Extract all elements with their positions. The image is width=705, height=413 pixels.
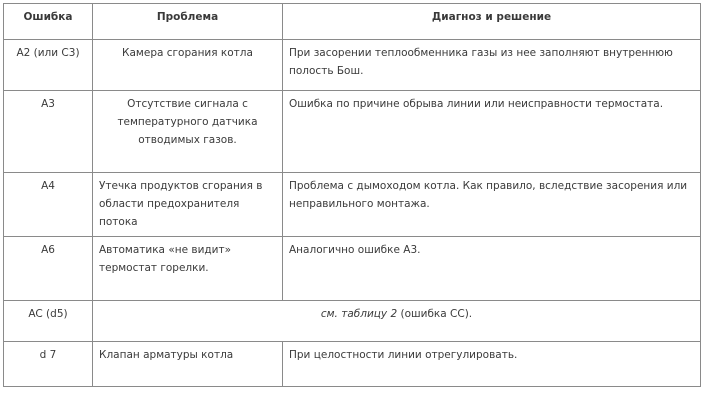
problem-cell: Клапан арматуры котла xyxy=(93,342,283,387)
diagnosis-cell: При засорении теплообменника газы из нее заполняют внутреннюю полость Бош. xyxy=(283,40,701,91)
problem-cell: Утечка продуктов сгорания в области предохранителя потока xyxy=(93,173,283,237)
error-code-cell: AC (d5) xyxy=(4,301,93,342)
problem-cell: Камера сгорания котла xyxy=(93,40,283,91)
table-row xyxy=(4,40,701,91)
merged-reference-cell xyxy=(93,301,701,342)
header-problem: Проблема xyxy=(93,4,283,40)
diagnosis-cell: При целостности линии отрегулировать. xyxy=(283,342,701,387)
error-code-cell: A4 xyxy=(4,173,93,237)
header-row xyxy=(4,4,701,40)
error-code-cell: A6 xyxy=(4,237,93,301)
problem-cell: Автоматика «не видит» термостат горелки. xyxy=(93,237,283,301)
error-code-cell: A2 (или C3) xyxy=(4,40,93,91)
table-row xyxy=(4,301,701,342)
diagnosis-cell: Аналогично ошибке A3. xyxy=(283,237,701,301)
table-row xyxy=(4,342,701,387)
diagnosis-cell: Проблема с дымоходом котла. Как правило, вследствие засорения или неправильного монтажа. xyxy=(283,173,701,237)
problem-cell: Отсутствие сигнала с температурного датчика отводимых газов. xyxy=(93,91,283,173)
table-row xyxy=(4,91,701,173)
error-code-cell: A3 xyxy=(4,91,93,173)
header-diagnosis: Диагноз и решение xyxy=(283,4,701,40)
table-reference-link[interactable]: см. таблицу 2 xyxy=(320,308,398,320)
error-codes-table xyxy=(3,3,701,387)
header-code: Ошибка xyxy=(4,4,93,40)
table-row xyxy=(4,173,701,237)
error-code-cell: d 7 xyxy=(4,342,93,387)
diagnosis-cell: Ошибка по причине обрыва линии или неисправности термостата. xyxy=(283,91,701,173)
table-row xyxy=(4,237,701,301)
reference-suffix: (ошибка CC). xyxy=(397,308,473,320)
